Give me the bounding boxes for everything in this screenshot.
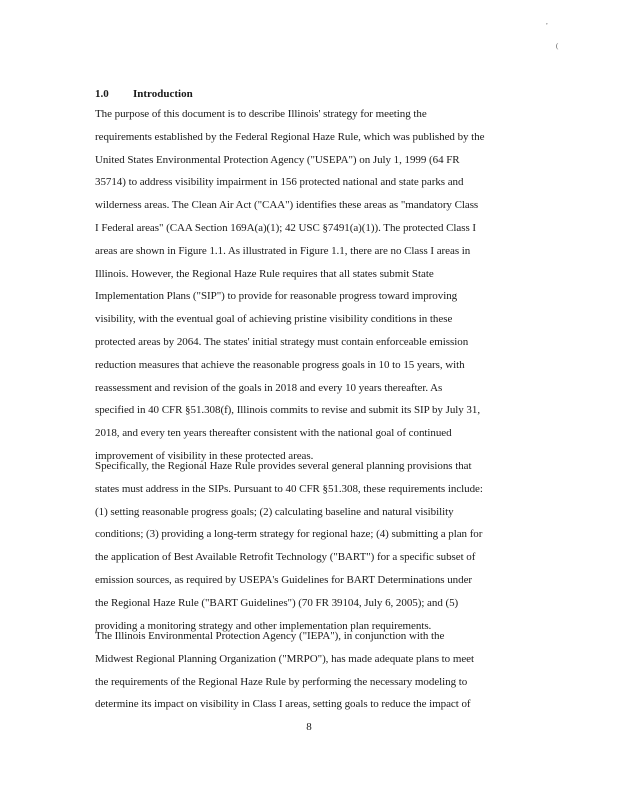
text-line: emission sources, as required by USEPA's Guidelines for BART Determinations under xyxy=(95,573,473,586)
text-line: visibility, with the eventual goal of achieving pristine visibility conditions in these xyxy=(95,313,453,326)
text-line: Illinois. However, the Regional Haze Rule requires that all states submit State xyxy=(95,267,434,280)
scan-artifact: ( xyxy=(556,42,559,50)
text-line: (1) setting reasonable progress goals; (2) calculating baseline and natural visibility xyxy=(95,505,454,518)
text-line: the requirements of the Regional Haze Rule by performing the necessary modeling to xyxy=(95,675,468,688)
text-line: states must address in the SIPs. Pursuant to 40 CFR §51.308, these requirements include: xyxy=(95,482,483,495)
text-line: the Regional Haze Rule ("BART Guidelines") (70 FR 39104, July 6, 2005); and (5) xyxy=(95,596,459,609)
text-line: determine its impact on visibility in Class I areas, setting goals to reduce the impact of xyxy=(95,698,471,711)
text-line: specified in 40 CFR §51.308(f), Illinois commits to revise and submit its SIP by July 31, xyxy=(95,404,481,417)
text-line: Midwest Regional Planning Organization ("MRPO"), has made adequate plans to meet xyxy=(95,652,475,665)
text-line: wilderness areas. The Clean Air Act ("CAA") identifies these areas as "mandatory Class xyxy=(95,199,479,212)
page-number: 8 xyxy=(306,721,312,733)
text-line: Implementation Plans ("SIP") to provide for reasonable progress toward improving xyxy=(95,290,458,303)
text-line: The purpose of this document is to describe Illinois' strategy for meeting the xyxy=(95,108,427,120)
text-line: areas are shown in Figure 1.1. As illustrated in Figure 1.1, there are no Class I areas in xyxy=(95,244,471,257)
text-line: Specifically, the Regional Haze Rule provides several general planning provisions that xyxy=(95,460,472,472)
text-line: reassessment and revision of the goals in 2018 and every 10 years thereafter. As xyxy=(95,381,443,394)
text-line: requirements established by the Federal Regional Haze Rule, which was published by the xyxy=(95,130,485,143)
section-title: Introduction xyxy=(133,88,193,100)
section-number: 1.0 xyxy=(95,88,109,100)
scan-artifact: , xyxy=(546,18,548,26)
section-heading xyxy=(95,88,193,100)
text-line: United States Environmental Protection Agency ("USEPA") on July 1, 1999 (64 FR xyxy=(95,153,460,166)
text-line: 35714) to address visibility impairment in 156 protected national and state parks and xyxy=(95,176,464,189)
text-line: protected areas by 2064. The states' initial strategy must contain enforceable emission xyxy=(95,335,469,348)
paragraph-purpose xyxy=(95,103,525,468)
text-line: conditions; (3) providing a long-term strategy for regional haze; (4) submitting a plan for xyxy=(95,528,483,541)
text-line: improvement of visibility in these protected areas. xyxy=(95,449,314,462)
text-line: 2018, and every ten years thereafter consistent with the national goal of continued xyxy=(95,427,452,440)
paragraph-iepa xyxy=(95,625,525,716)
text-line: the application of Best Available Retrofit Technology ("BART") for a specific subset of xyxy=(95,551,476,564)
text-line: I Federal areas" (CAA Section 169A(a)(1); 42 USC §7491(a)(1)). The protected Class I xyxy=(95,221,477,234)
text-line: reduction measures that achieve the reasonable progress goals in 10 to 15 years, with xyxy=(95,358,465,371)
text-line: The Illinois Environmental Protection Agency ("IEPA"), in conjunction with the xyxy=(95,630,445,642)
paragraph-planning-provisions xyxy=(95,455,525,637)
text-line: providing a monitoring strategy and other implementation plan requirements. xyxy=(95,619,432,632)
